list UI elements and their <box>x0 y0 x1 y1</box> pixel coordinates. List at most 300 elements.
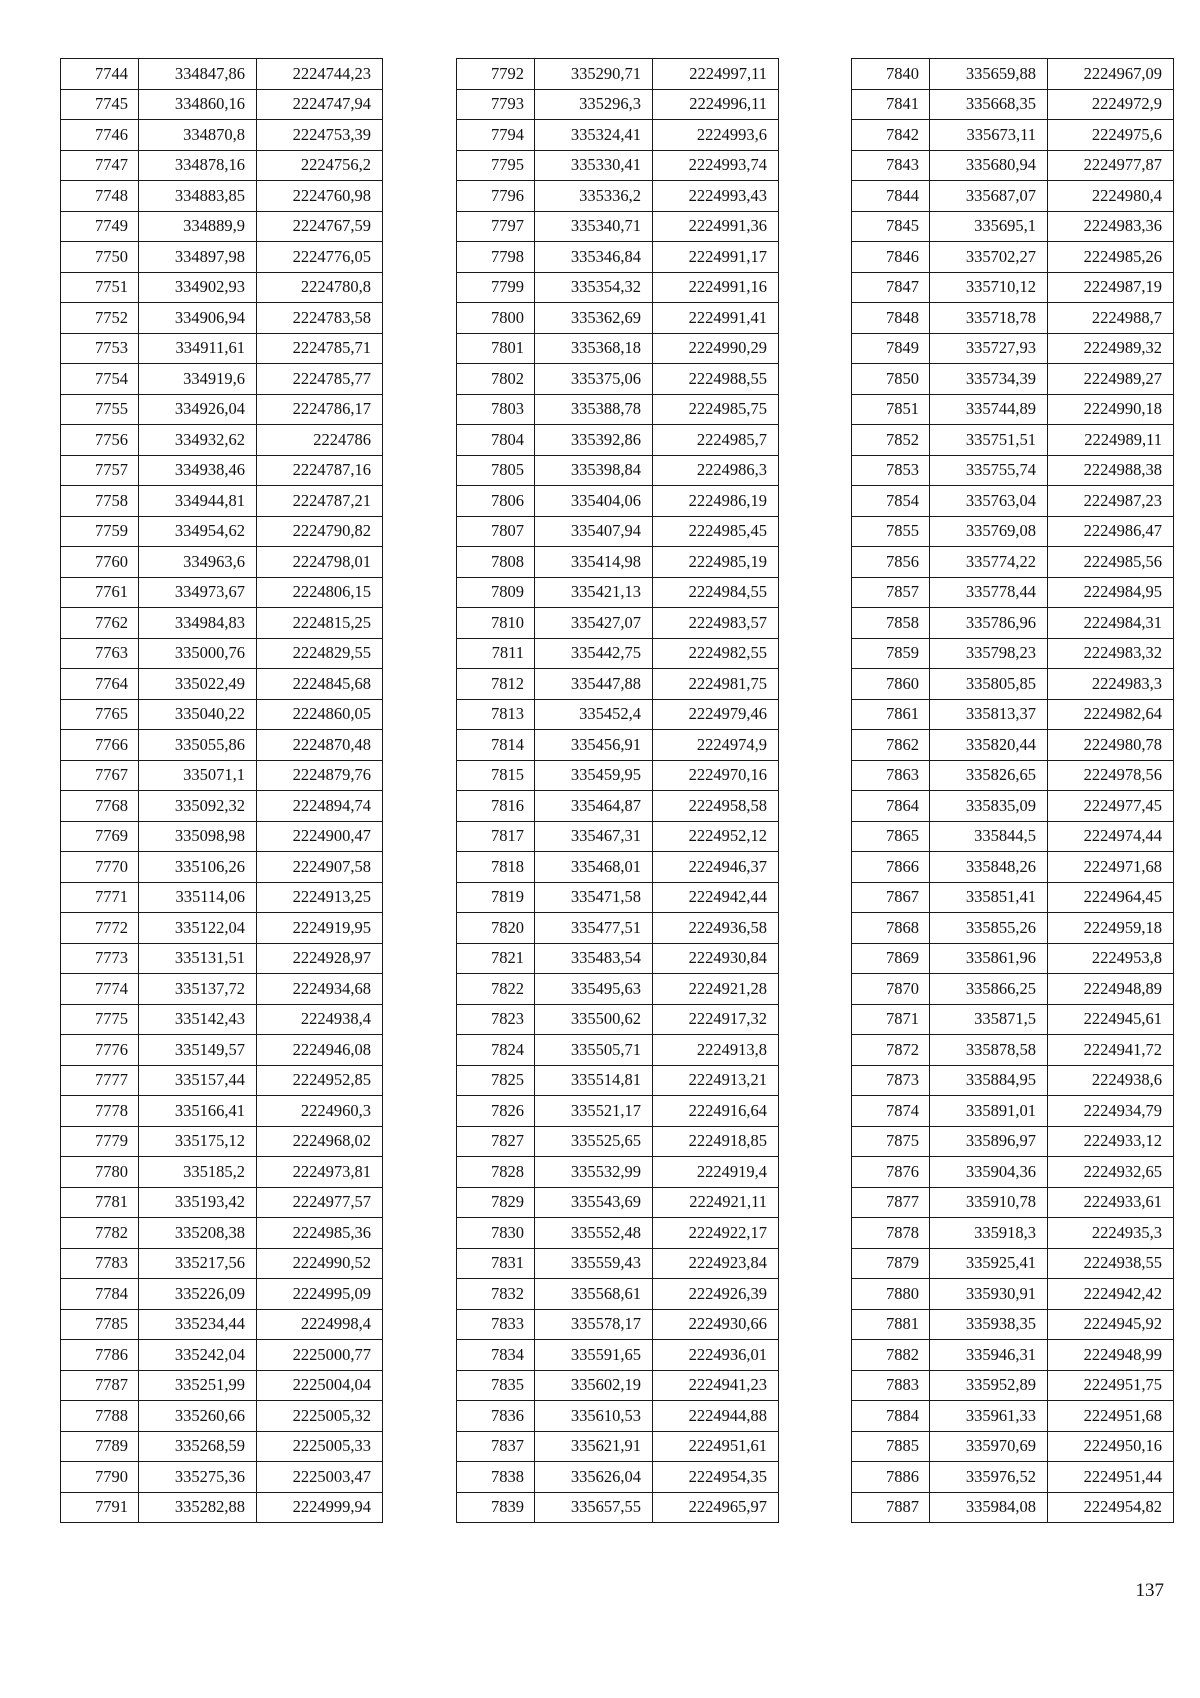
x-coordinate-cell: 335774,22 <box>930 547 1048 578</box>
x-coordinate-cell: 335296,3 <box>535 89 653 120</box>
point-number-cell: 7827 <box>457 1126 535 1157</box>
x-coordinate-cell: 335734,39 <box>930 364 1048 395</box>
table-row <box>852 760 1174 791</box>
point-number-cell: 7848 <box>852 303 930 334</box>
y-coordinate-cell: 2224999,94 <box>257 1492 383 1523</box>
x-coordinate-cell: 334932,62 <box>139 425 257 456</box>
y-coordinate-cell: 2224965,97 <box>653 1492 779 1523</box>
x-coordinate-cell: 335702,27 <box>930 242 1048 273</box>
point-number-cell: 7856 <box>852 547 930 578</box>
x-coordinate-cell: 334860,16 <box>139 89 257 120</box>
table-row <box>852 364 1174 395</box>
table-row <box>852 303 1174 334</box>
point-number-cell: 7802 <box>457 364 535 395</box>
point-number-cell: 7861 <box>852 699 930 730</box>
x-coordinate-cell: 335137,72 <box>139 974 257 1005</box>
table-row <box>61 791 383 822</box>
point-number-cell: 7839 <box>457 1492 535 1523</box>
table-row <box>61 1035 383 1066</box>
point-number-cell: 7809 <box>457 577 535 608</box>
table-row <box>852 1218 1174 1249</box>
x-coordinate-cell: 335514,81 <box>535 1065 653 1096</box>
table-row <box>852 1431 1174 1462</box>
y-coordinate-cell: 2224980,78 <box>1048 730 1174 761</box>
point-number-cell: 7781 <box>61 1187 139 1218</box>
table-row <box>61 913 383 944</box>
y-coordinate-cell: 2224946,37 <box>653 852 779 883</box>
point-number-cell: 7769 <box>61 821 139 852</box>
table-row <box>457 1492 779 1523</box>
point-number-cell: 7759 <box>61 516 139 547</box>
table-row <box>852 638 1174 669</box>
table-row <box>852 974 1174 1005</box>
point-number-cell: 7838 <box>457 1462 535 1493</box>
y-coordinate-cell: 2224952,12 <box>653 821 779 852</box>
y-coordinate-cell: 2224993,74 <box>653 150 779 181</box>
x-coordinate-cell: 335866,25 <box>930 974 1048 1005</box>
x-coordinate-cell: 335483,54 <box>535 943 653 974</box>
table-row <box>61 699 383 730</box>
y-coordinate-cell: 2224787,21 <box>257 486 383 517</box>
point-number-cell: 7763 <box>61 638 139 669</box>
x-coordinate-cell: 335106,26 <box>139 852 257 883</box>
table-row <box>852 1035 1174 1066</box>
y-coordinate-cell: 2224990,18 <box>1048 394 1174 425</box>
table-row <box>852 1492 1174 1523</box>
y-coordinate-cell: 2224990,29 <box>653 333 779 364</box>
y-coordinate-cell: 2224894,74 <box>257 791 383 822</box>
table-row <box>852 486 1174 517</box>
table-row <box>457 1309 779 1340</box>
table-row <box>457 1096 779 1127</box>
point-number-cell: 7823 <box>457 1004 535 1035</box>
table-row <box>457 760 779 791</box>
table-row <box>457 1401 779 1432</box>
point-number-cell: 7755 <box>61 394 139 425</box>
y-coordinate-cell: 2224936,58 <box>653 913 779 944</box>
y-coordinate-cell: 2224941,23 <box>653 1370 779 1401</box>
point-number-cell: 7871 <box>852 1004 930 1035</box>
table-row <box>852 1309 1174 1340</box>
y-coordinate-cell: 2224916,64 <box>653 1096 779 1127</box>
x-coordinate-cell: 335938,35 <box>930 1309 1048 1340</box>
table-row <box>457 1157 779 1188</box>
point-number-cell: 7787 <box>61 1370 139 1401</box>
point-number-cell: 7815 <box>457 760 535 791</box>
point-number-cell: 7745 <box>61 89 139 120</box>
point-number-cell: 7830 <box>457 1218 535 1249</box>
table-row <box>852 120 1174 151</box>
x-coordinate-cell: 335217,56 <box>139 1248 257 1279</box>
page-number: 137 <box>1135 1580 1164 1601</box>
point-number-cell: 7834 <box>457 1340 535 1371</box>
coordinate-table-1 <box>60 58 383 1523</box>
y-coordinate-cell: 2224879,76 <box>257 760 383 791</box>
y-coordinate-cell: 2224985,7 <box>653 425 779 456</box>
x-coordinate-cell: 335751,51 <box>930 425 1048 456</box>
table-row <box>457 242 779 273</box>
y-coordinate-cell: 2224986,19 <box>653 486 779 517</box>
point-number-cell: 7885 <box>852 1431 930 1462</box>
point-number-cell: 7752 <box>61 303 139 334</box>
table-row <box>457 59 779 90</box>
x-coordinate-cell: 335718,78 <box>930 303 1048 334</box>
y-coordinate-cell: 2224780,8 <box>257 272 383 303</box>
point-number-cell: 7819 <box>457 882 535 913</box>
x-coordinate-cell: 335602,19 <box>535 1370 653 1401</box>
point-number-cell: 7799 <box>457 272 535 303</box>
x-coordinate-cell: 335778,44 <box>930 577 1048 608</box>
table-row <box>852 669 1174 700</box>
x-coordinate-cell: 335275,36 <box>139 1462 257 1493</box>
table-row <box>61 760 383 791</box>
point-number-cell: 7887 <box>852 1492 930 1523</box>
x-coordinate-cell: 335234,44 <box>139 1309 257 1340</box>
table-row <box>61 1096 383 1127</box>
point-number-cell: 7779 <box>61 1126 139 1157</box>
x-coordinate-cell: 335114,06 <box>139 882 257 913</box>
table-row <box>457 303 779 334</box>
y-coordinate-cell: 2224985,19 <box>653 547 779 578</box>
x-coordinate-cell: 335568,61 <box>535 1279 653 1310</box>
point-number-cell: 7821 <box>457 943 535 974</box>
table-row <box>61 1126 383 1157</box>
y-coordinate-cell: 2224786 <box>257 425 383 456</box>
point-number-cell: 7869 <box>852 943 930 974</box>
y-coordinate-cell: 2224978,56 <box>1048 760 1174 791</box>
table-row <box>457 1370 779 1401</box>
x-coordinate-cell: 335861,96 <box>930 943 1048 974</box>
y-coordinate-cell: 2224982,64 <box>1048 699 1174 730</box>
table-row <box>457 120 779 151</box>
point-number-cell: 7877 <box>852 1187 930 1218</box>
y-coordinate-cell: 2224932,65 <box>1048 1157 1174 1188</box>
y-coordinate-cell: 2224979,46 <box>653 699 779 730</box>
point-number-cell: 7796 <box>457 181 535 212</box>
point-number-cell: 7790 <box>61 1462 139 1493</box>
x-coordinate-cell: 335805,85 <box>930 669 1048 700</box>
x-coordinate-cell: 334954,62 <box>139 516 257 547</box>
point-number-cell: 7776 <box>61 1035 139 1066</box>
y-coordinate-cell: 2224919,4 <box>653 1157 779 1188</box>
x-coordinate-cell: 335930,91 <box>930 1279 1048 1310</box>
x-coordinate-cell: 335826,65 <box>930 760 1048 791</box>
table-row <box>457 730 779 761</box>
table-row <box>61 211 383 242</box>
x-coordinate-cell: 334938,46 <box>139 455 257 486</box>
y-coordinate-cell: 2224985,75 <box>653 394 779 425</box>
point-number-cell: 7803 <box>457 394 535 425</box>
x-coordinate-cell: 335884,95 <box>930 1065 1048 1096</box>
point-number-cell: 7753 <box>61 333 139 364</box>
point-number-cell: 7784 <box>61 1279 139 1310</box>
table-row <box>61 882 383 913</box>
point-number-cell: 7751 <box>61 272 139 303</box>
x-coordinate-cell: 335040,22 <box>139 699 257 730</box>
y-coordinate-cell: 2224829,55 <box>257 638 383 669</box>
table-row <box>457 1065 779 1096</box>
y-coordinate-cell: 2224970,16 <box>653 760 779 791</box>
point-number-cell: 7797 <box>457 211 535 242</box>
y-coordinate-cell: 2224918,85 <box>653 1126 779 1157</box>
table-row <box>852 699 1174 730</box>
coordinate-table-3 <box>851 58 1174 1523</box>
y-coordinate-cell: 2224993,6 <box>653 120 779 151</box>
table-row <box>61 577 383 608</box>
table-row <box>61 150 383 181</box>
table-row <box>852 394 1174 425</box>
y-coordinate-cell: 2224977,45 <box>1048 791 1174 822</box>
y-coordinate-cell: 2224968,02 <box>257 1126 383 1157</box>
table-row <box>852 852 1174 883</box>
table-row <box>457 638 779 669</box>
table-row <box>852 1279 1174 1310</box>
x-coordinate-cell: 335946,31 <box>930 1340 1048 1371</box>
table-row <box>61 821 383 852</box>
y-coordinate-cell: 2224747,94 <box>257 89 383 120</box>
point-number-cell: 7817 <box>457 821 535 852</box>
x-coordinate-cell: 334883,85 <box>139 181 257 212</box>
point-number-cell: 7812 <box>457 669 535 700</box>
y-coordinate-cell: 2224987,19 <box>1048 272 1174 303</box>
point-number-cell: 7746 <box>61 120 139 151</box>
table-row <box>61 394 383 425</box>
x-coordinate-cell: 335976,52 <box>930 1462 1048 1493</box>
y-coordinate-cell: 2224951,75 <box>1048 1370 1174 1401</box>
x-coordinate-cell: 335763,04 <box>930 486 1048 517</box>
y-coordinate-cell: 2224964,45 <box>1048 882 1174 913</box>
table-row <box>852 1004 1174 1035</box>
point-number-cell: 7847 <box>852 272 930 303</box>
x-coordinate-cell: 335687,07 <box>930 181 1048 212</box>
table-row <box>852 1157 1174 1188</box>
y-coordinate-cell: 2224744,23 <box>257 59 383 90</box>
point-number-cell: 7846 <box>852 242 930 273</box>
table-row <box>61 486 383 517</box>
y-coordinate-cell: 2224845,68 <box>257 669 383 700</box>
table-row <box>852 516 1174 547</box>
table-row <box>61 1218 383 1249</box>
table-row <box>457 821 779 852</box>
point-number-cell: 7811 <box>457 638 535 669</box>
table-row <box>61 1157 383 1188</box>
x-coordinate-cell: 335495,63 <box>535 974 653 1005</box>
x-coordinate-cell: 335131,51 <box>139 943 257 974</box>
x-coordinate-cell: 334906,94 <box>139 303 257 334</box>
x-coordinate-cell: 335820,44 <box>930 730 1048 761</box>
point-number-cell: 7826 <box>457 1096 535 1127</box>
table-row <box>852 791 1174 822</box>
x-coordinate-cell: 335251,99 <box>139 1370 257 1401</box>
table-row <box>852 1340 1174 1371</box>
point-number-cell: 7804 <box>457 425 535 456</box>
y-coordinate-cell: 2224974,9 <box>653 730 779 761</box>
table-row <box>61 1340 383 1371</box>
x-coordinate-cell: 335500,62 <box>535 1004 653 1035</box>
y-coordinate-cell: 2224933,12 <box>1048 1126 1174 1157</box>
y-coordinate-cell: 2224767,59 <box>257 211 383 242</box>
point-number-cell: 7840 <box>852 59 930 90</box>
y-coordinate-cell: 2224972,9 <box>1048 89 1174 120</box>
x-coordinate-cell: 335468,01 <box>535 852 653 883</box>
point-number-cell: 7805 <box>457 455 535 486</box>
y-coordinate-cell: 2224983,32 <box>1048 638 1174 669</box>
point-number-cell: 7884 <box>852 1401 930 1432</box>
point-number-cell: 7854 <box>852 486 930 517</box>
table-row <box>61 455 383 486</box>
table-row <box>61 638 383 669</box>
table-row <box>457 272 779 303</box>
y-coordinate-cell: 2224806,15 <box>257 577 383 608</box>
y-coordinate-cell: 2224815,25 <box>257 608 383 639</box>
point-number-cell: 7788 <box>61 1401 139 1432</box>
y-coordinate-cell: 2224945,61 <box>1048 1004 1174 1035</box>
x-coordinate-cell: 335330,41 <box>535 150 653 181</box>
y-coordinate-cell: 2224870,48 <box>257 730 383 761</box>
y-coordinate-cell: 2224930,66 <box>653 1309 779 1340</box>
y-coordinate-cell: 2224917,32 <box>653 1004 779 1035</box>
x-coordinate-cell: 335290,71 <box>535 59 653 90</box>
point-number-cell: 7878 <box>852 1218 930 1249</box>
table-row <box>852 608 1174 639</box>
x-coordinate-cell: 335970,69 <box>930 1431 1048 1462</box>
y-coordinate-cell: 2224790,82 <box>257 516 383 547</box>
x-coordinate-cell: 334889,9 <box>139 211 257 242</box>
x-coordinate-cell: 334984,83 <box>139 608 257 639</box>
x-coordinate-cell: 335848,26 <box>930 852 1048 883</box>
table-row <box>457 1248 779 1279</box>
x-coordinate-cell: 335559,43 <box>535 1248 653 1279</box>
point-number-cell: 7855 <box>852 516 930 547</box>
table-row <box>457 486 779 517</box>
point-number-cell: 7780 <box>61 1157 139 1188</box>
x-coordinate-cell: 335447,88 <box>535 669 653 700</box>
y-coordinate-cell: 2224934,79 <box>1048 1096 1174 1127</box>
point-number-cell: 7874 <box>852 1096 930 1127</box>
y-coordinate-cell: 2224756,2 <box>257 150 383 181</box>
y-coordinate-cell: 2224938,4 <box>257 1004 383 1035</box>
point-number-cell: 7795 <box>457 150 535 181</box>
x-coordinate-cell: 335346,84 <box>535 242 653 273</box>
x-coordinate-cell: 335336,2 <box>535 181 653 212</box>
x-coordinate-cell: 335626,04 <box>535 1462 653 1493</box>
point-number-cell: 7863 <box>852 760 930 791</box>
x-coordinate-cell: 335855,26 <box>930 913 1048 944</box>
x-coordinate-cell: 335071,1 <box>139 760 257 791</box>
y-coordinate-cell: 2224981,75 <box>653 669 779 700</box>
point-number-cell: 7768 <box>61 791 139 822</box>
point-number-cell: 7757 <box>61 455 139 486</box>
y-coordinate-cell: 2224936,01 <box>653 1340 779 1371</box>
table-row <box>61 943 383 974</box>
table-row <box>457 1462 779 1493</box>
y-coordinate-cell: 2225004,04 <box>257 1370 383 1401</box>
table-row <box>61 974 383 1005</box>
x-coordinate-cell: 335835,09 <box>930 791 1048 822</box>
point-number-cell: 7831 <box>457 1248 535 1279</box>
point-number-cell: 7828 <box>457 1157 535 1188</box>
point-number-cell: 7870 <box>852 974 930 1005</box>
y-coordinate-cell: 2224926,39 <box>653 1279 779 1310</box>
y-coordinate-cell: 2224913,21 <box>653 1065 779 1096</box>
y-coordinate-cell: 2224988,38 <box>1048 455 1174 486</box>
table-row <box>852 1187 1174 1218</box>
table-row <box>61 669 383 700</box>
x-coordinate-cell: 335610,53 <box>535 1401 653 1432</box>
table-row <box>457 1431 779 1462</box>
point-number-cell: 7744 <box>61 59 139 90</box>
x-coordinate-cell: 335368,18 <box>535 333 653 364</box>
point-number-cell: 7810 <box>457 608 535 639</box>
y-coordinate-cell: 2224933,61 <box>1048 1187 1174 1218</box>
table-row <box>457 1187 779 1218</box>
point-number-cell: 7868 <box>852 913 930 944</box>
y-coordinate-cell: 2224991,16 <box>653 272 779 303</box>
x-coordinate-cell: 335149,57 <box>139 1035 257 1066</box>
y-coordinate-cell: 2224995,09 <box>257 1279 383 1310</box>
x-coordinate-cell: 335591,65 <box>535 1340 653 1371</box>
y-coordinate-cell: 2224986,3 <box>653 455 779 486</box>
point-number-cell: 7876 <box>852 1157 930 1188</box>
x-coordinate-cell: 335695,1 <box>930 211 1048 242</box>
point-number-cell: 7783 <box>61 1248 139 1279</box>
point-number-cell: 7880 <box>852 1279 930 1310</box>
point-number-cell: 7765 <box>61 699 139 730</box>
x-coordinate-cell: 335525,65 <box>535 1126 653 1157</box>
table-row <box>61 120 383 151</box>
y-coordinate-cell: 2224919,95 <box>257 913 383 944</box>
table-row <box>852 333 1174 364</box>
x-coordinate-cell: 335798,23 <box>930 638 1048 669</box>
table-row <box>852 547 1174 578</box>
y-coordinate-cell: 2224907,58 <box>257 852 383 883</box>
table-row <box>61 730 383 761</box>
y-coordinate-cell: 2224967,09 <box>1048 59 1174 90</box>
point-number-cell: 7842 <box>852 120 930 151</box>
point-number-cell: 7798 <box>457 242 535 273</box>
point-number-cell: 7791 <box>61 1492 139 1523</box>
x-coordinate-cell: 335324,41 <box>535 120 653 151</box>
point-number-cell: 7852 <box>852 425 930 456</box>
x-coordinate-cell: 335452,4 <box>535 699 653 730</box>
table-row <box>457 516 779 547</box>
table-row <box>457 1279 779 1310</box>
table-row <box>61 59 383 90</box>
point-number-cell: 7806 <box>457 486 535 517</box>
x-coordinate-cell: 335282,88 <box>139 1492 257 1523</box>
point-number-cell: 7843 <box>852 150 930 181</box>
x-coordinate-cell: 335208,38 <box>139 1218 257 1249</box>
x-coordinate-cell: 335984,08 <box>930 1492 1048 1523</box>
point-number-cell: 7883 <box>852 1370 930 1401</box>
table-row <box>852 821 1174 852</box>
table-row <box>457 1340 779 1371</box>
table-row <box>852 1401 1174 1432</box>
x-coordinate-cell: 335242,04 <box>139 1340 257 1371</box>
table-row <box>61 516 383 547</box>
point-number-cell: 7766 <box>61 730 139 761</box>
x-coordinate-cell: 335142,43 <box>139 1004 257 1035</box>
table-row <box>61 1309 383 1340</box>
x-coordinate-cell: 335505,71 <box>535 1035 653 1066</box>
x-coordinate-cell: 335657,55 <box>535 1492 653 1523</box>
y-coordinate-cell: 2224998,4 <box>257 1309 383 1340</box>
point-number-cell: 7832 <box>457 1279 535 1310</box>
x-coordinate-cell: 334870,8 <box>139 120 257 151</box>
y-coordinate-cell: 2224984,95 <box>1048 577 1174 608</box>
x-coordinate-cell: 335786,96 <box>930 608 1048 639</box>
y-coordinate-cell: 2224985,45 <box>653 516 779 547</box>
